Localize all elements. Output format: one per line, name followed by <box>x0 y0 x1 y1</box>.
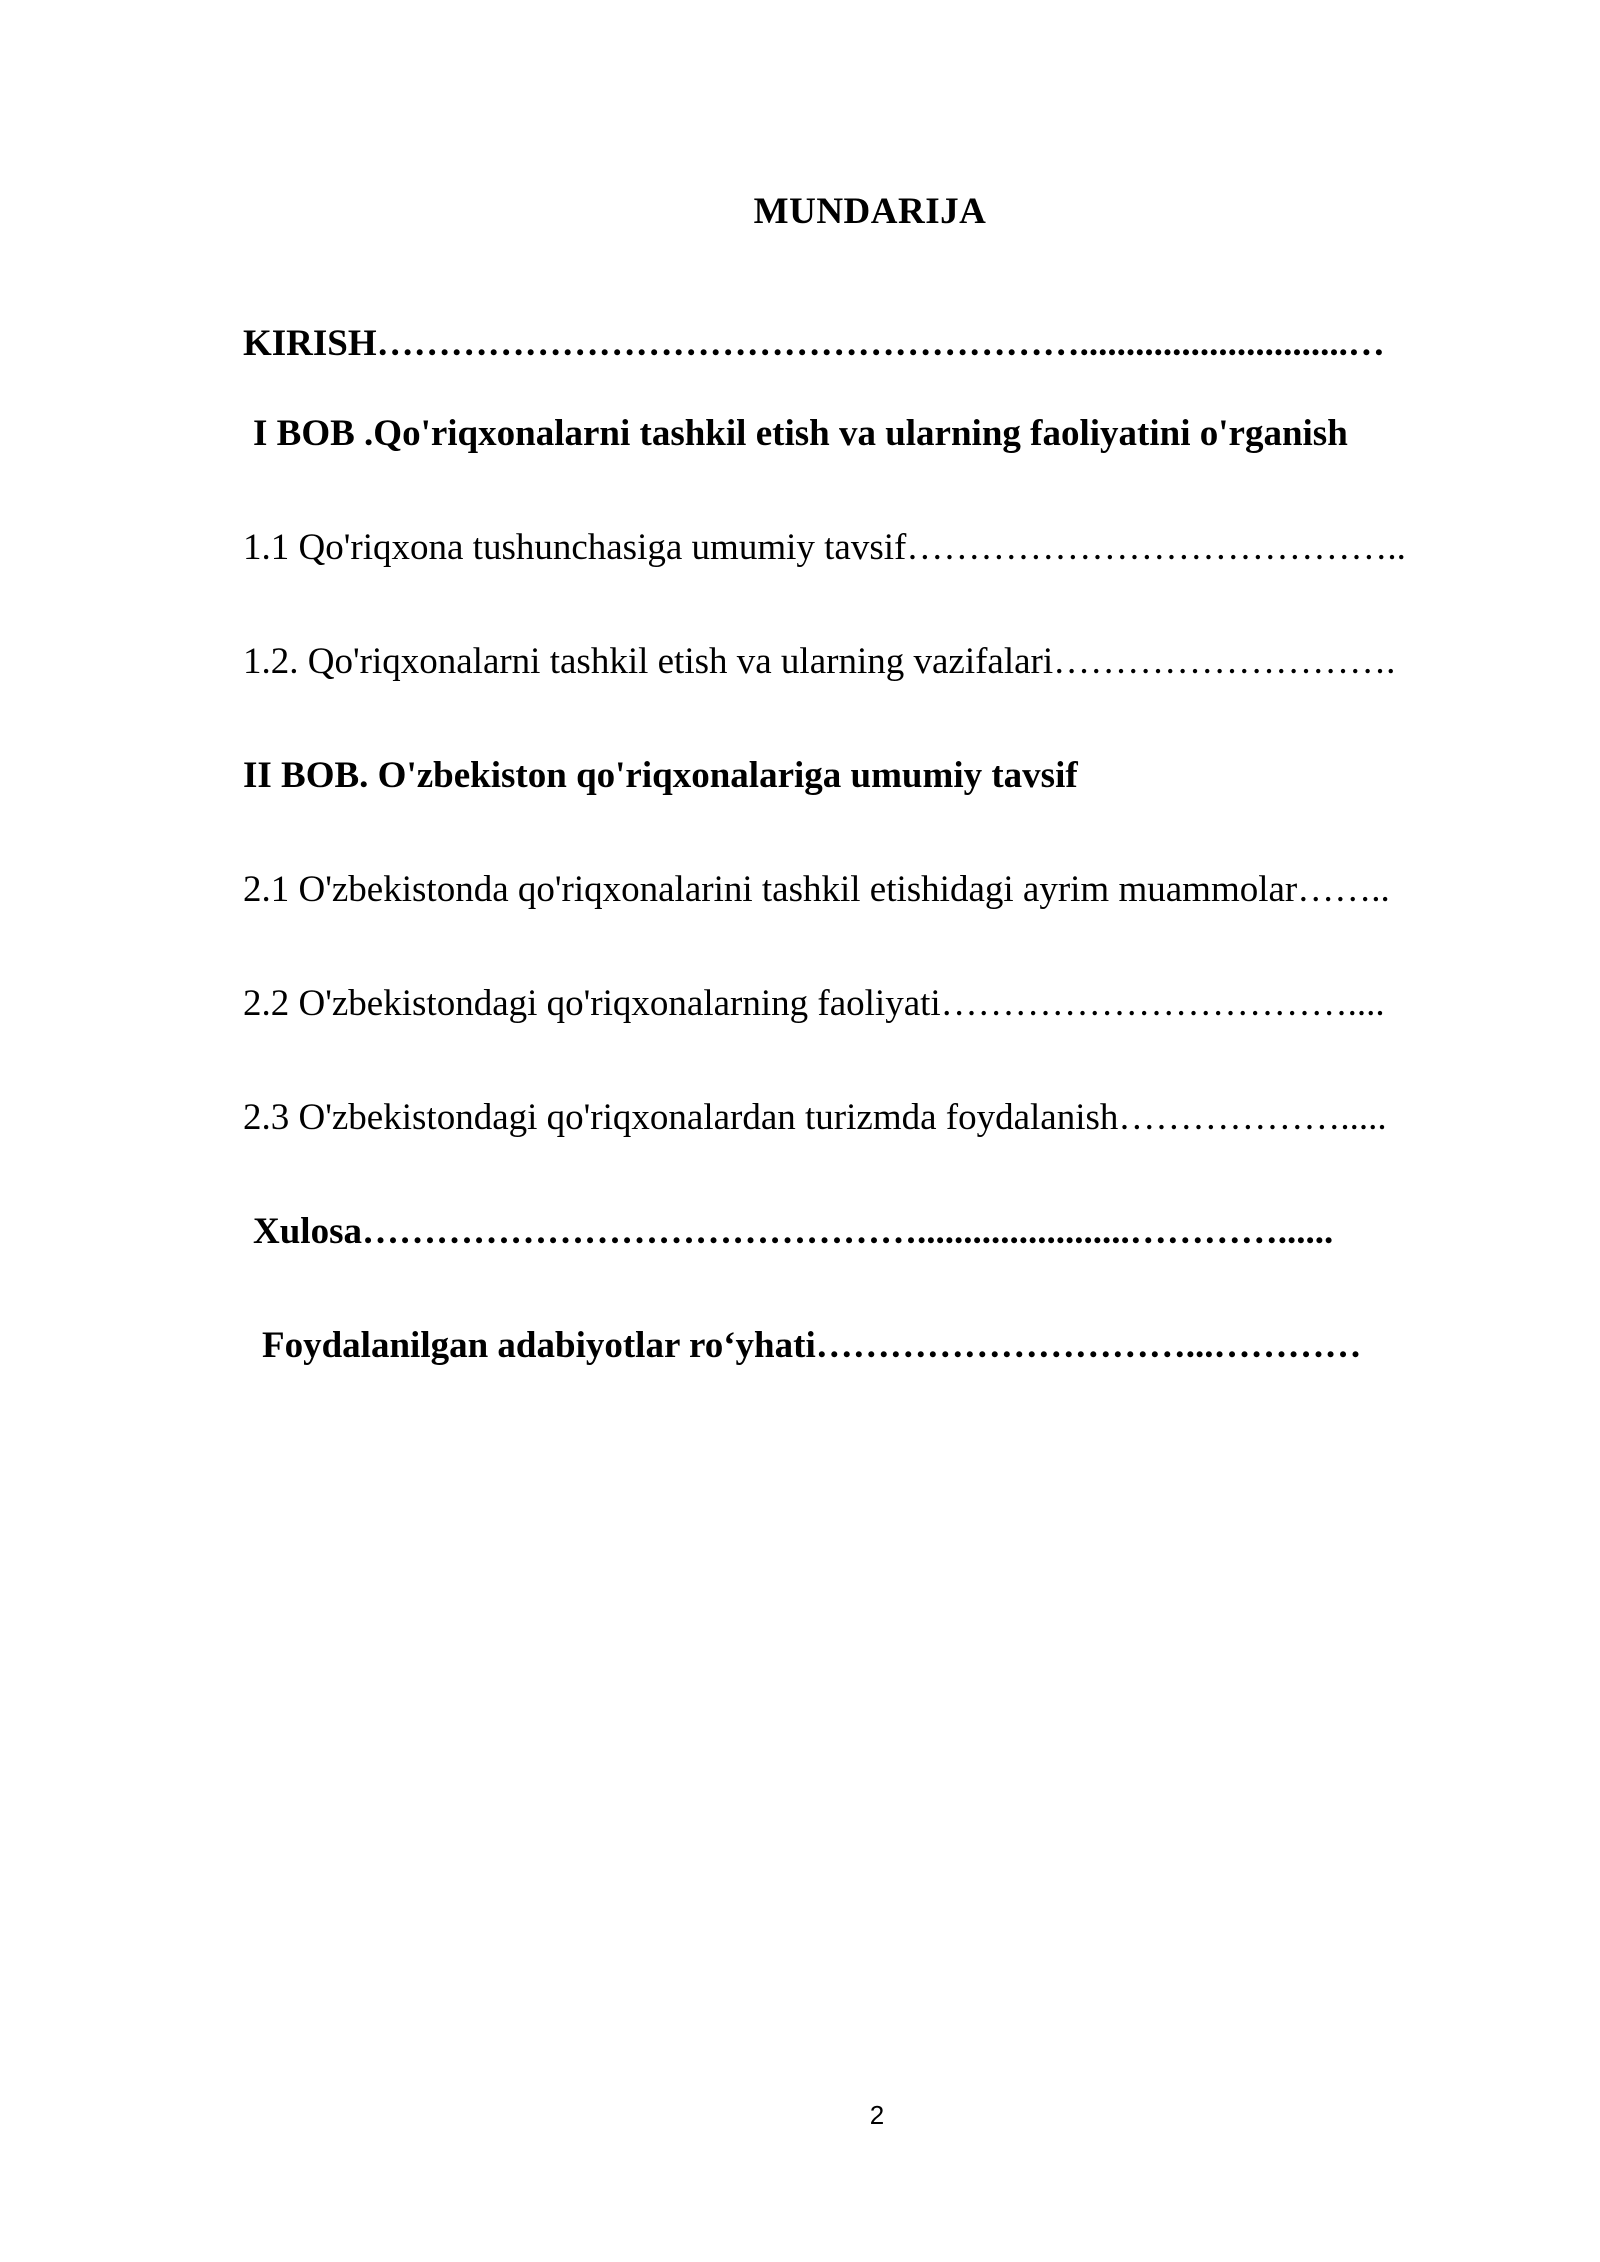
toc-entry-chapter-1: I BOB .Qo'riqxonalarni tashkil etish va ularning faoliyatini o'rganish <box>253 413 1348 454</box>
toc-entry-section-2-3: 2.3 O'zbekistondagi qo'riqxonalardan turizmda foydalanish………………..... <box>243 1097 1387 1138</box>
toc-entry-section-2-2: 2.2 O'zbekistondagi qo'riqxonalarning faoliyati…………………………….... <box>243 983 1385 1024</box>
page-number: 2 <box>869 2100 885 2130</box>
toc-entry-kirish: KIRISH………………………………………………….............................… <box>243 323 1385 364</box>
toc-entry-section-2-1: 2.1 O'zbekistonda qo'riqxonalarini tashkil etishidagi ayrim muammolar…….. <box>243 869 1390 910</box>
toc-entry-xulosa: Xulosa……………………………………….......................…………...... <box>253 1211 1334 1252</box>
toc-title: MUNDARIJA <box>753 191 987 232</box>
toc-entry-section-1-2: 1.2. Qo'riqxonalarni tashkil etish va ularning vazifalari………………………. <box>243 641 1396 682</box>
toc-entry-chapter-2: II BOB. O'zbekiston qo'riqxonalariga umumiy tavsif <box>243 755 1078 796</box>
toc-entry-references: Foydalanilgan adabiyotlar ro‘yhati…………………………...………… <box>262 1325 1362 1366</box>
toc-entry-section-1-1: 1.1 Qo'riqxona tushunchasiga umumiy tavsif………………………………….. <box>243 527 1406 568</box>
